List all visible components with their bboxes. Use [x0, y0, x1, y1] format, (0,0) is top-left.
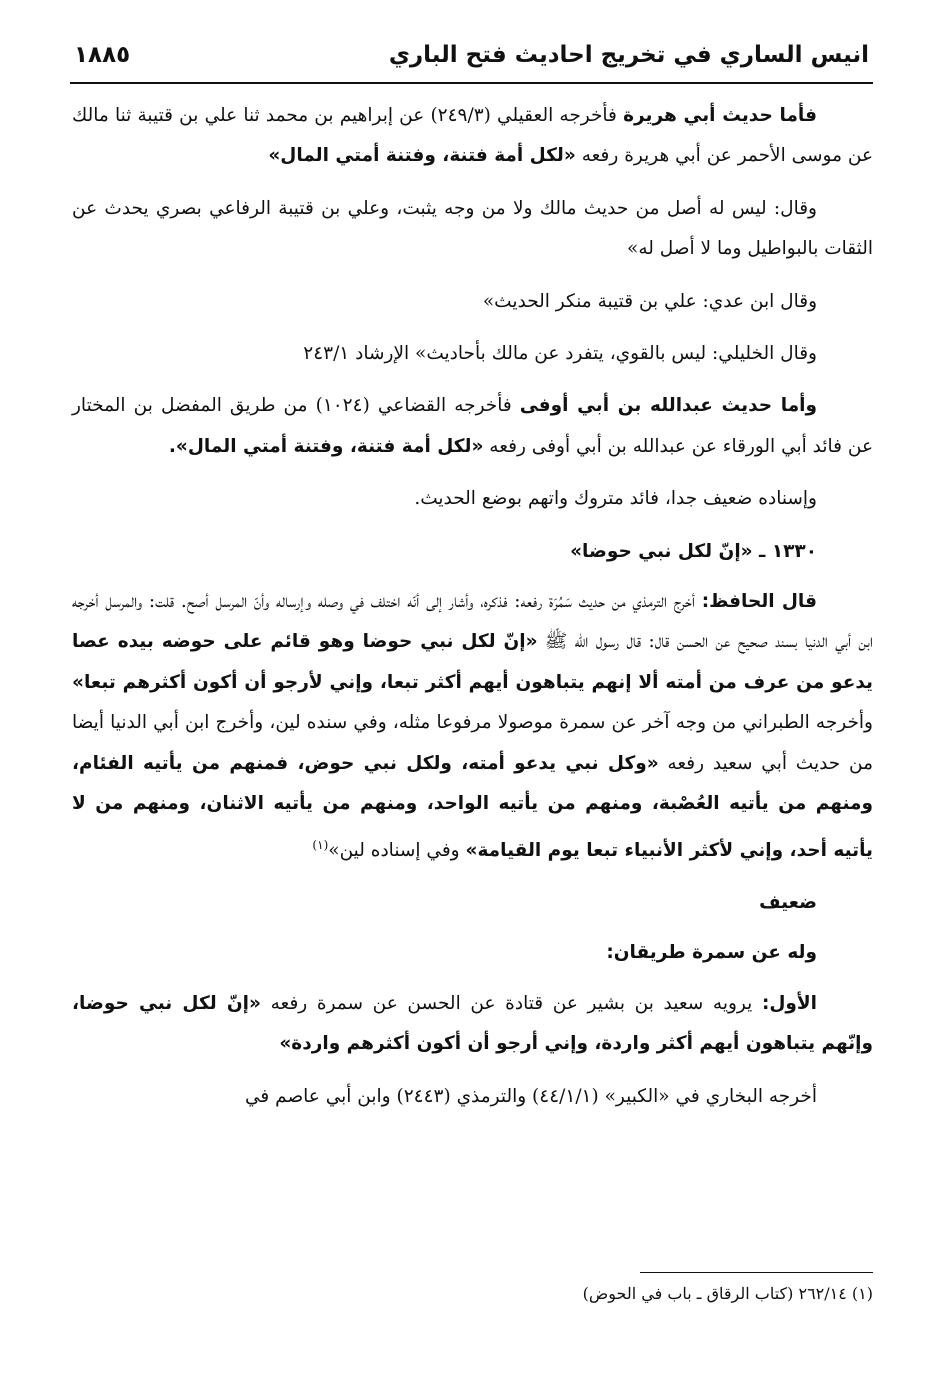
hadith-text: «إنّ لكل نبي حوضا، وإنّهم يتباهون أيهم أكثر واردة، وإني أرجو أن أكون أكثرهم واردة» [72, 992, 873, 1055]
footnote-ref[interactable]: (١) [312, 837, 329, 852]
grading-heading: ضعيف [759, 892, 817, 914]
paragraph-lead: الأول: [761, 992, 818, 1014]
paragraph-text: وفي إسناده لين» [328, 839, 466, 861]
paragraph-khalili: وقال الخليلي: ليس بالقوي، يتفرد عن مالك بأحاديث» الإرشاد ٢٤٣/١ [303, 343, 817, 365]
paragraph-text: أخرج الترمذي من حديث سَمُرَة رفعه: فذكره، وأشار إلى أنّه اختلف في وصله وإرساله وأنّ المرسل أصح. قلت: والمرسل أخرجه ابن أبي الدنيا بسند صحيح عن الحسن قال: قال رسول الله ﷺ [72, 591, 873, 653]
paragraph-text: يرويه سعيد بن بشير عن قتادة عن الحسن عن سمرة رفعه [260, 992, 762, 1014]
paragraph-text: وأخرجه الطبراني من وجه آخر عن سمرة موصولا مرفوعا مثله، وفي سنده لين، وأخرج ابن أبي الدنيا أيضا من حديث أبي سعيد رفعه [72, 712, 873, 774]
paragraph-lead: فأما حديث أبي هريرة [623, 105, 817, 126]
hadith-text: «لكل أمة فتنة، وفتنة أمتي المال» [268, 145, 576, 167]
paragraph-isnad-grading: وإسناده ضعيف جدا، فائد متروك واتهم بوضع الحديث. [414, 488, 817, 510]
page-body [72, 96, 873, 1129]
paragraph-first-route [72, 984, 873, 1065]
paragraph-takhrij: أخرجه البخاري في «الكبير» (٤٤/١/١) والترمذي (٢٤٤٣) وابن أبي عاصم في [245, 1085, 817, 1107]
footnote: (١) ٢٦٢/١٤ (كتاب الرقاق ـ باب في الحوض) [582, 1284, 873, 1303]
paragraph-text: فأخرجه العقيلي (٢٤٩/٣) عن إبراهيم بن محمد ثنا علي بن قتيبة ثنا مالك عن موسى الأحمر عن أبي هريرة رفعه [72, 105, 873, 167]
hadith-text: «وكل نبي يدعو أمته، ولكل نبي حوض، فمنهم من يأتيه الفئام، ومنهم من يأتيه العُصْبة، ومنهم من يأتيه الواحد، ومنهم من يأتيه الاثنان، ومنهم من لا يأتيه أحد، وإني لأكثر الأنبياء تبعا يوم القيامة» [72, 752, 873, 861]
section-heading: وله عن سمرة طريقان: [606, 942, 817, 964]
book-title: انيس الساري في تخريج احاديث فتح الباري [388, 42, 869, 68]
running-header [70, 38, 873, 84]
hadith-text: «لكل أمة فتنة، وفتنة أمتي المال». [168, 435, 484, 457]
paragraph-lead: وأما حديث عبدالله بن أبي أوفى [519, 395, 817, 417]
hadith-text: «إنّ لكل نبي حوضا وهو قائم على حوضه بيده عصا يدعو من عرف من أمته ألا إنهم يتباهون أيهم أكثر تبعا، وإني لأرجو أن أكون أكثرهم تبعا» [72, 631, 873, 693]
paragraph-ibn-adi: وقال ابن عدي: علي بن قتيبة منكر الحديث» [482, 290, 817, 312]
footnote-divider [640, 1272, 873, 1273]
paragraph-ibn-abi-awfa [72, 386, 873, 467]
page-number: ١٨٨٥ [74, 42, 131, 68]
paragraph-abu-hurayra [72, 96, 873, 177]
paragraph-text: فأخرجه القضاعي (١٠٢٤) من طريق المفضل بن المختار عن فائد أبي الورقاء عن عبدالله بن أبي أوفى رفعه [72, 395, 873, 457]
paragraph-lead: قال الحافظ: [701, 591, 817, 613]
paragraph-hafiz [72, 582, 873, 871]
hadith-heading: ١٣٣٠ ـ «إنّ لكل نبي حوضا» [570, 540, 817, 562]
paragraph-uqayli-comment: وقال: ليس له أصل من حديث مالك ولا من وجه يثبت، وعلي بن قتيبة الرفاعي بصري يحدث عن الثقات بالبواطيل وما لا أصل له» [72, 197, 873, 260]
